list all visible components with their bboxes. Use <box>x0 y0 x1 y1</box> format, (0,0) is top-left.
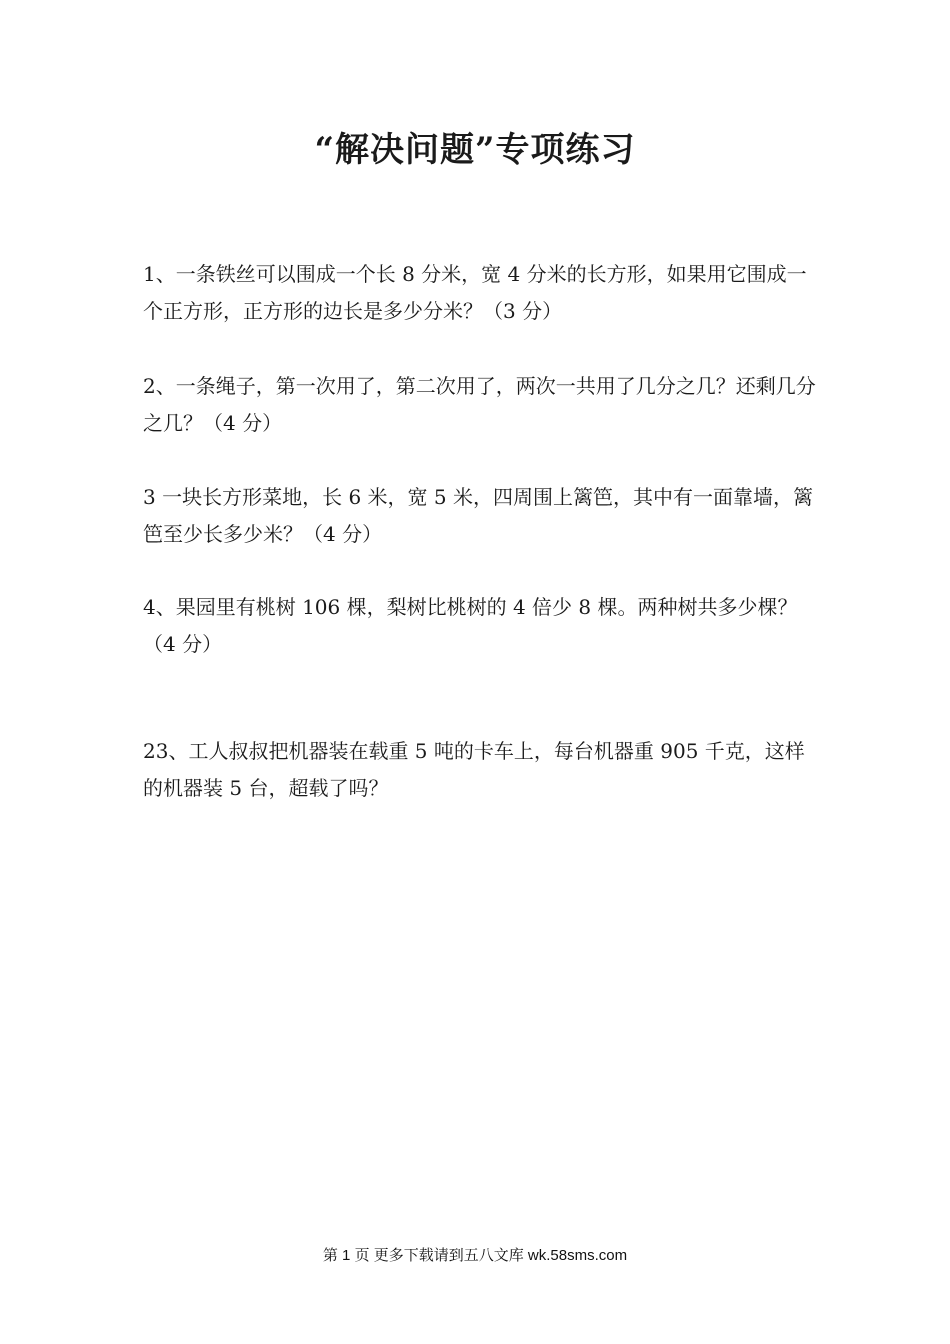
page-footer: 第 1 页 更多下载请到五八文库 wk.58sms.com <box>322 1247 628 1264</box>
question-3: 3 一块长方形菜地，长 6 米，宽 5 米，四周围上篱笆，其中有一面靠墙，篱笆至少长多少米？（4 分） <box>143 485 813 546</box>
question-2: 2、一条绳子，第一次用了，第二次用了，两次一共用了几分之几？还剩几分之几？（4 分） <box>143 374 816 435</box>
question-4: 4、果园里有桃树 106 棵，梨树比桃树的 4 倍少 8 棵。两种树共多少棵？（4 分） <box>143 595 798 656</box>
page-title: “解决问题”专项练习 <box>314 130 636 170</box>
question-23: 23、工人叔叔把机器装在载重 5 吨的卡车上，每台机器重 905 千克，这样的机器装 5 台，超载了吗？ <box>143 739 805 800</box>
question-1: 1、一条铁丝可以围成一个长 8 分米，宽 4 分米的长方形，如果用它围成一个正方形，正方形的边长是多少分米？（3 分） <box>143 262 807 323</box>
